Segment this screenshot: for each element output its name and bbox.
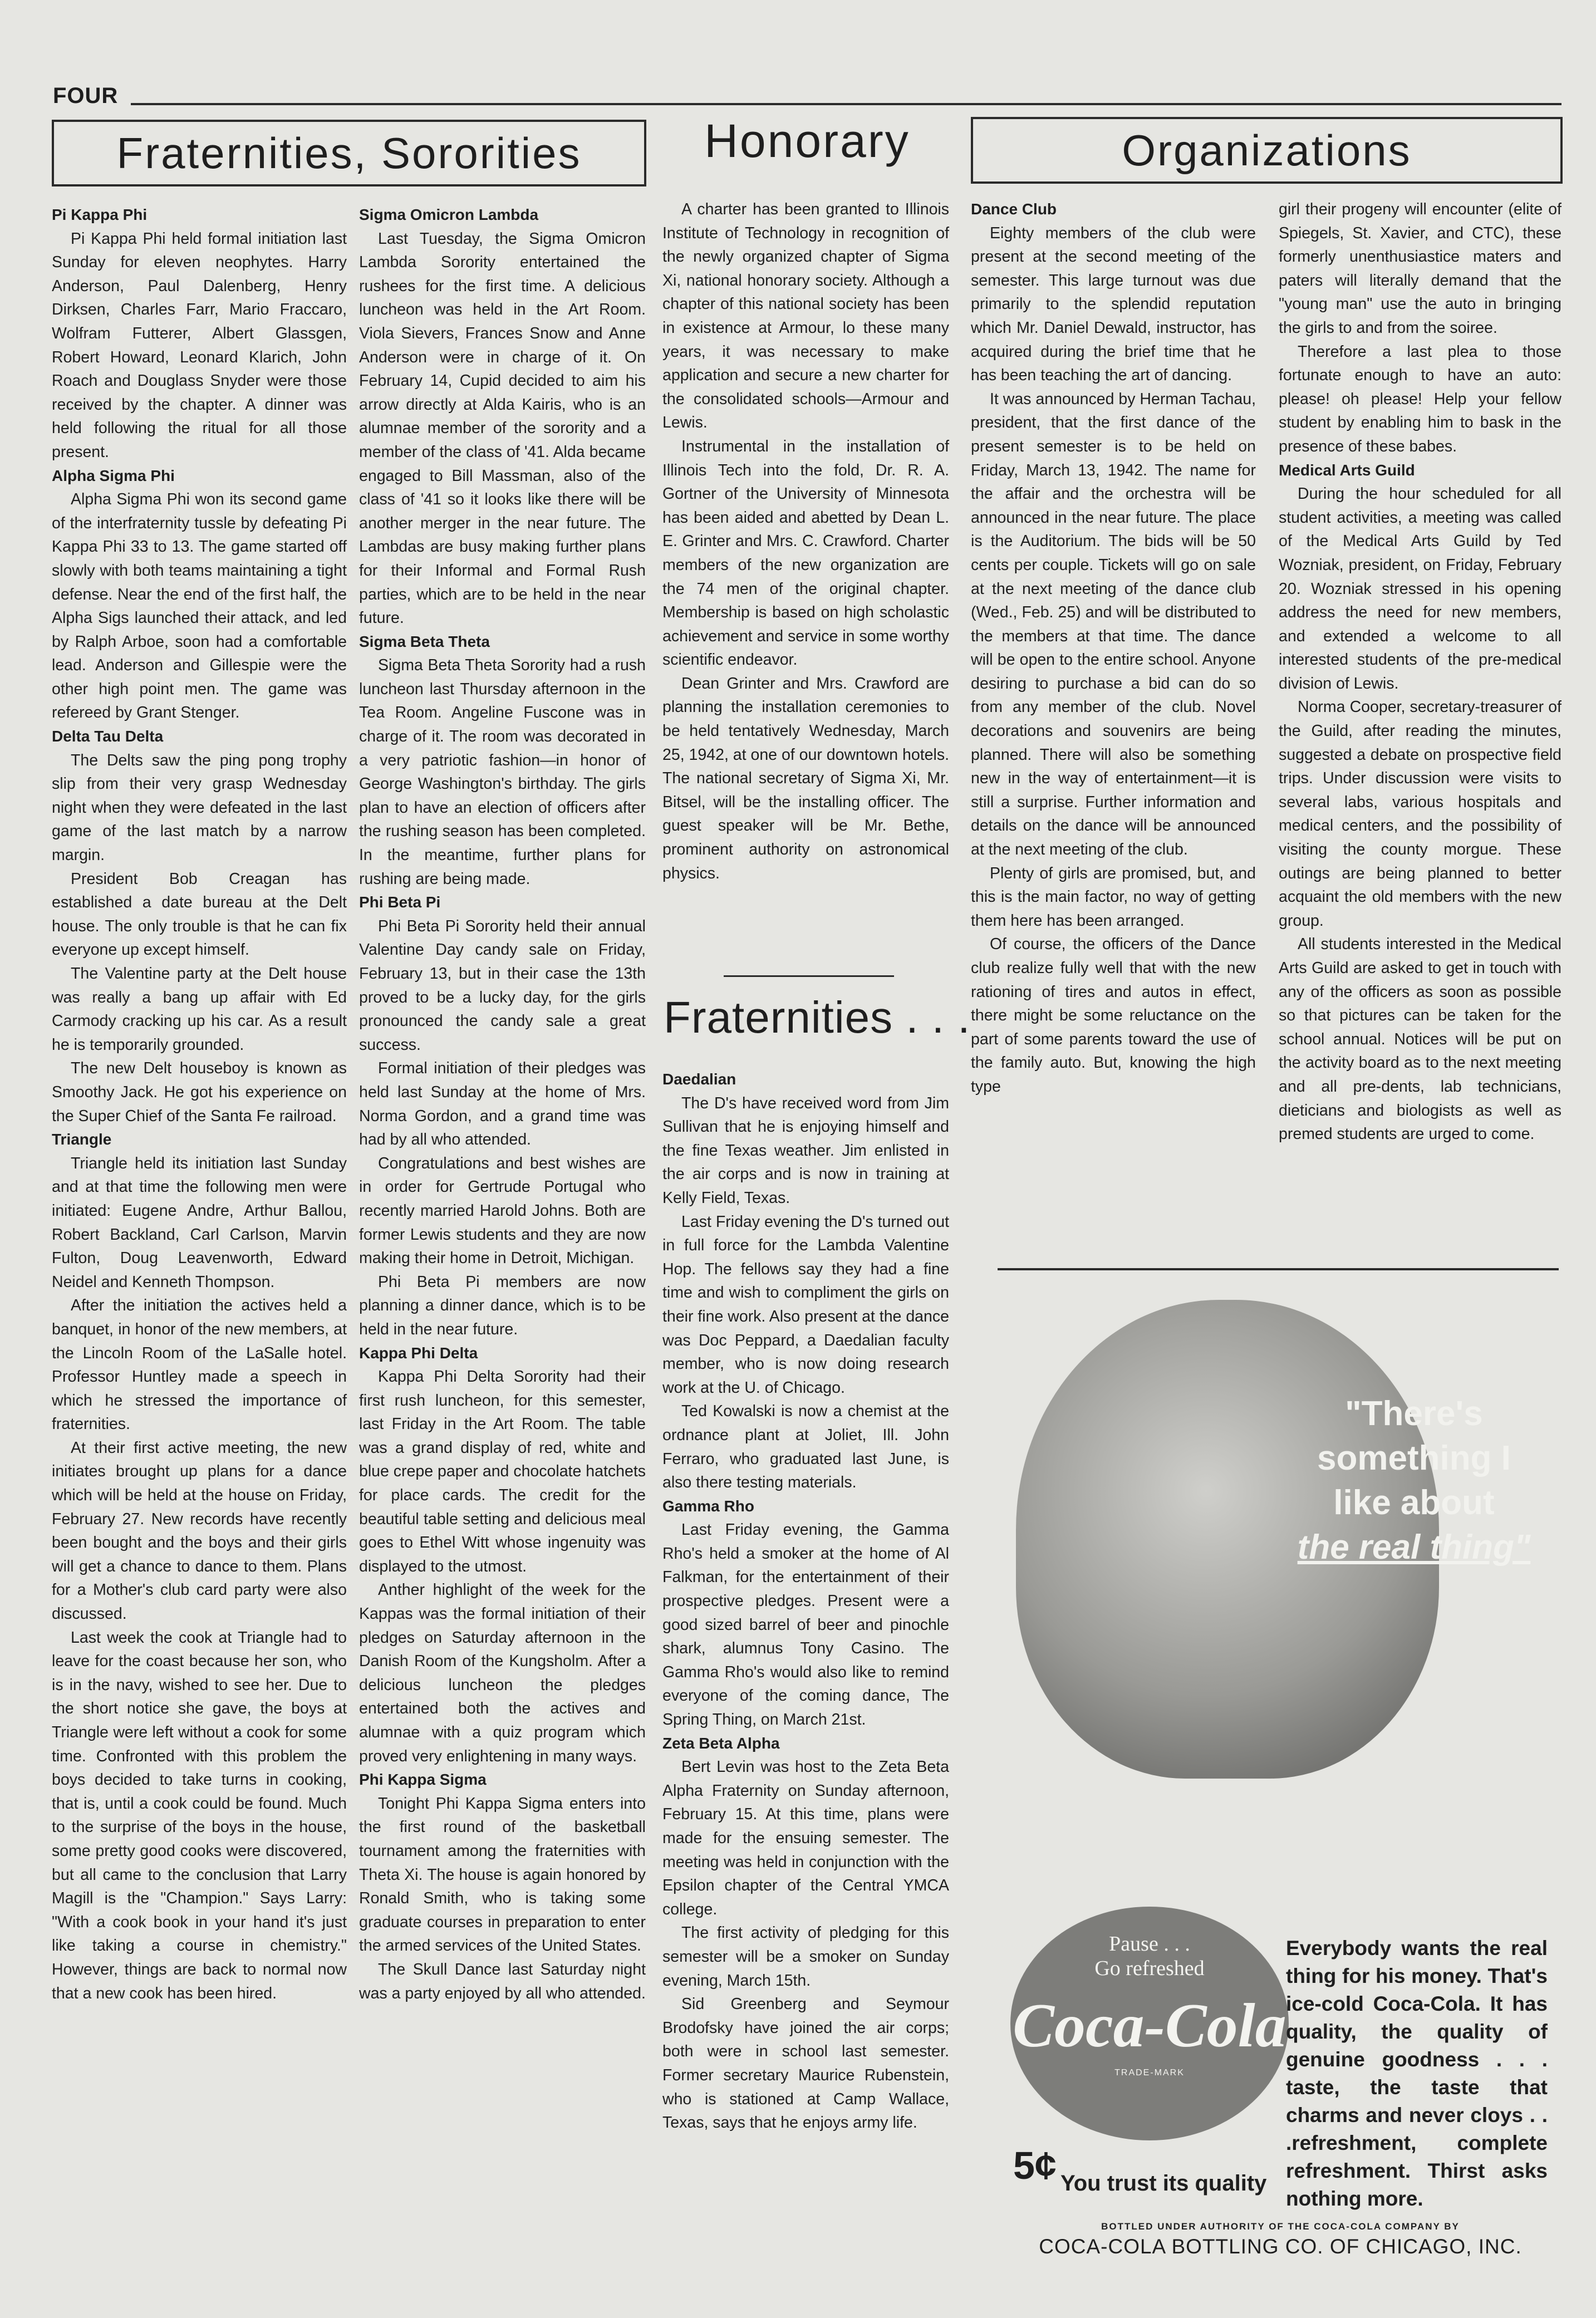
article-paragraph: Last Friday evening the D's turned out in full force for the Lambda Valentine Hop. The fellows say they had a fine time and wish to compliment the girls on their fine work. Also present at the dance was Doc Peppard, a Daedalian faculty member, who is now doing research work at the U. of Chicago. <box>662 1212 949 1397</box>
article-paragraph: Kappa Phi Delta Sorority had their first rush luncheon, for this semester, last Friday in the Art Room. The table was a grand display of red, white and blue crepe paper and chocolate hatchets for place cards. The credit for the beautiful table setting and delicious meal goes to Ethel Witt whose ingenuity was displayed to the utmost. <box>359 1368 646 1575</box>
article <box>662 1068 949 1495</box>
ad-quote-line2: the real thing" <box>1297 1528 1531 1566</box>
article <box>662 1732 949 2135</box>
article-paragraph: The Valentine party at the Delt house was really a bang up affair with Ed Carmody cracking up his car. As a result he is temporarily grounded. <box>52 965 347 1054</box>
article-paragraph: Pi Kappa Phi held formal initiation last Sunday for eleven neophytes. Harry Anderson, Paul Dalenberg, Henry Dirksen, Charles Farr, Mario Fraccaro, Wolfram Futterer, Albert Glassgen, Robert Howard, Leonard Klarich, John Roach and Douglass Snyder were those received by the chapter. A dinner was held following the ritual for all those present. <box>52 229 347 461</box>
column-3-honorary <box>662 198 949 885</box>
article-paragraph: During the hour scheduled for all student activities, a meeting was called of the Medical Arts Guild by Ted Wozniak, president, on Friday, February 20. Wozniak stressed in his opening address the need for new members, and extended a welcome to all interested students of the pre-medical division of Lewis. <box>1279 485 1561 693</box>
ad-trademark: TRADE-MARK <box>1114 2068 1185 2078</box>
article <box>662 1495 949 1732</box>
column-5 <box>1279 198 1561 1146</box>
section-header-honorary: Honorary <box>704 115 910 167</box>
ad-go-refreshed: Go refreshed <box>1094 1957 1205 1980</box>
article-paragraph: The D's have received word from Jim Sullivan that he is enjoying himself and the fine Texas weather. Jim enlisted in the air corps and is now in training at Kelly Field, Texas. <box>662 1094 949 1207</box>
article-paragraph: Last Tuesday, the Sigma Omicron Lambda Sorority entertained the rushees for the first time. A delicious luncheon was held in the Art Room. Viola Sievers, Frances Snow and Anne Anderson were in charge of it. On February 14, Cupid decided to aim his arrow directly at Alda Kairis, who is an alumnae member of the sorority and a member of the class of '41. Alda became engaged to Bill Massman, also of the class of '41 so it looks like there will be another merger in the near future. The Lambdas are busy making further plans for their Informal and Formal Rush parties, which are to be held in the near future. <box>359 229 646 627</box>
section-header-fraternities: Fraternities . . . <box>664 993 971 1042</box>
article-paragraph: The Skull Dance last Saturday night was a party enjoyed by all who attended. <box>359 1960 646 2002</box>
ad-quote <box>1297 1392 1531 1570</box>
coca-cola-advertisement <box>999 1275 1561 2271</box>
article-title: Triangle <box>52 1131 112 1148</box>
article-paragraph: Sigma Beta Theta Sorority had a rush luncheon last Thursday afternoon in the Tea Room. Angeline Fuscone was in charge of it. The room was decorated in a very patriotic fashion—in honor of George Washington's birthday. The girls plan to have an election of officers after the rushing season has been completed. In the meantime, further plans for rushing are being made. <box>359 656 646 888</box>
column-4 <box>971 198 1256 1099</box>
column-3-fraternities <box>662 1068 949 2135</box>
article-paragraph: girl their progeny will encounter (elite of Spiegels, St. Xavier, and CTC), these formerly unenthusiastice maters and paters will literally demand that the "young man" use the auto in bringing the girls to and from the soiree. <box>1279 200 1561 337</box>
article-paragraph: Phi Beta Pi Sorority held their annual Valentine Day candy sale on Friday, February 13, but in their case the 13th proved to be a lucky day, for the girls pronounced the candy sale a great success. <box>359 917 646 1054</box>
article <box>52 1128 347 2005</box>
ad-quote-line1: "There's something I like about <box>1317 1394 1511 1522</box>
article-paragraph: Alpha Sigma Phi won its second game of the interfraternity tussle by defeating Pi Kappa Phi 33 to 13. The game started off slowly with both teams maintaining a tight defense. Near the end of the first half, the Alpha Sigs launched their attack, and led by Ralph Arboe, soon had a comfortable lead. Anderson and Gillespie were the other high point men. The game was refereed by Grant Stenger. <box>52 490 347 722</box>
article <box>662 198 949 885</box>
article-paragraph: Anther highlight of the week for the Kappas was the formal initiation of their pledges on Saturday afternoon in the Danish Room of the Kungsholm. After a delicious luncheon the pledges entertained both the actives and alumnae with a quiz program which proved very enlightening in many ways. <box>359 1581 646 1765</box>
article-paragraph: Sid Greenberg and Seymour Brodofsky have joined the air corps; both were in school last semester. Former secretary Maurice Rubenstein, who is stationed at Camp Wallace, Texas, says that he enjoys army life. <box>662 1995 949 2132</box>
article-paragraph: A charter has been granted to Illinois Institute of Technology in recognition of the newly organized chapter of Sigma Xi, national honorary society. Although a chapter of this national society has been in existence at Armour, lo these many years, it was necessary to make application and secure a new charter for the consolidated schools—Armour and Lewis. <box>662 200 949 432</box>
article-paragraph: Therefore a last plea to those fortunate enough to have an auto: please! oh please! Help your fellow student by enabling him to bask in the presence of these babes. <box>1279 342 1561 455</box>
ad-pause-text: Pause . . . <box>1109 1932 1190 1956</box>
article-paragraph: It was announced by Herman Tachau, president, that the first dance of the present semester is to be held on Friday, March 13, 1942. The name for the affair and the orchestra will be announced in the near future. The place is the Auditorium. The bids will be 50 cents per couple. Tickets will go on sale at the next meeting of the dance club (Wed., Feb. 25) and will be distributed to the members at that time. The dance will be open to the entire school. Anyone desiring to purchase a bid can do so from any member of the club. Novel decorations and souvenirs are being planned. There will also be something new in the way of entertainment—it is still a surprise. Further information and details on the dance will be announced at the next meeting of the club. <box>971 390 1256 859</box>
article-title: Zeta Beta Alpha <box>662 1734 780 1752</box>
article <box>359 1342 646 1769</box>
article-paragraph: Instrumental in the installation of Illinois Tech into the fold, Dr. R. A. Gortner of the University of Minnesota has been aided and abetted by Dean L. E. Grinter and Mrs. C. Crawford. Charter members of the new organization are the 74 men of the original chapter. Membership is based on high scholastic achievement and service in some worthy scientific endeavor. <box>662 437 949 669</box>
page-number: FOUR <box>53 84 119 108</box>
section-divider <box>724 975 894 977</box>
article-paragraph: Triangle held its initiation last Sunday and at that time the following men were initiated: Eugene Andre, Arthur Ballou, Robert Backland, Carl Carlson, Marvin Fulton, Doug Leavenworth, Edward Neidel and Kenneth Thompson. <box>52 1154 347 1291</box>
section-header-organizations: Organizations <box>971 117 1563 184</box>
article-paragraph: Ted Kowalski is now a chemist at the ordnance plant at Joliet, Ill. John Ferraro, who graduated last June, is also there testing materials. <box>662 1402 949 1492</box>
ad-logo: Coca-Cola <box>1013 1991 1286 2060</box>
article-paragraph: Last week the cook at Triangle had to leave for the coast because her son, who is in the navy, wished to see her. Due to the short notice she gave, the boys at Triangle were left without a cook for some time. Confronted with this problem the boys decided to take turns in cooking, that is, until a cook could be found. Much to the surprise of the boys in the house, some pretty good cooks were discovered, but all came to the conclusion that Larry Magill is the "Champion." Says Larry: "With a cook book in your hand it's just like taking a course in chemistry." However, things are back to normal now that a new cook has been hired. <box>52 1628 347 2002</box>
article-title: Alpha Sigma Phi <box>52 466 175 484</box>
article-title: Sigma Beta Theta <box>359 632 490 650</box>
ad-trust: You trust its quality <box>1060 2171 1267 2196</box>
article-title: Medical Arts Guild <box>1279 461 1415 479</box>
column-2 <box>359 203 646 2005</box>
article-paragraph: Congratulations and best wishes are in order for Gertrude Portugal who recently married Harold Johns. Both are former Lewis students and they are now making their home in Detroit, Michigan. <box>359 1154 646 1268</box>
article-paragraph: Formal initiation of their pledges was held last Sunday at the home of Mrs. Norma Gordon, and a grand time was had by all who attended. <box>359 1059 646 1149</box>
article <box>52 725 347 1128</box>
article-paragraph: The new Delt houseboy is known as Smoothy Jack. He got his experience on the Super Chief of the Santa Fe railroad. <box>52 1059 347 1125</box>
article-paragraph: President Bob Creagan has established a date bureau at the Delt house. The only trouble is that he can fix everyone up except himself. <box>52 870 347 959</box>
ad-company: COCA-COLA BOTTLING CO. OF CHICAGO, INC. <box>1039 2235 1522 2258</box>
article-title: Sigma Omicron Lambda <box>359 206 539 223</box>
article-paragraph: Bert Levin was host to the Zeta Beta Alpha Fraternity on Sunday afternoon, February 15. At this time, plans were made for the ensuing semester. The meeting was held in conjunction with the Epsilon chapter of the Central YMCA college. <box>662 1758 949 1918</box>
article-paragraph: Plenty of girls are promised, but, and this is the main factor, no way of getting them here has been arranged. <box>971 864 1256 930</box>
article-paragraph: Tonight Phi Kappa Sigma enters into the first round of the basketball tournament among the fraternities with Theta Xi. The house is again honored by Ronald Smith, who is taking some graduate courses in preparation to enter the armed services of the United States. <box>359 1794 646 1955</box>
article-paragraph: Of course, the officers of the Dance club realize fully well that with the new rationing of tires and autos in effect, there might be some reluctance on the part of some parents toward the use of the family auto. But, knowing the high type <box>971 935 1256 1096</box>
article-title: Phi Beta Pi <box>359 893 441 911</box>
ad-pause <box>1010 1932 1289 1981</box>
article <box>359 1768 646 2005</box>
section-header-fraternities-sororities: Fraternities, Sororities <box>52 120 646 186</box>
article-title: Dance Club <box>971 200 1057 218</box>
ad-rule <box>998 1268 1559 1270</box>
article-paragraph: Last Friday evening, the Gamma Rho's held a smoker at the home of Al Falkman, for the entertainment of their prospective pledges. Present were a good sized barrel of beer and pinochle shark, alumnus Tony Casino. The Gamma Rho's would also like to remind everyone of the coming dance, The Spring Thing, on March 21st. <box>662 1521 949 1729</box>
article <box>1279 459 1561 1146</box>
article <box>52 203 347 464</box>
article <box>359 891 646 1341</box>
article <box>359 203 646 630</box>
article-paragraph: Norma Cooper, secretary-treasurer of the Guild, after reading the minutes, suggested a debate on prospective field trips. Under discussion were visits to several labs, various hospitals and medical centers, and the possibility of visiting the county morgue. These outings are being planned to better acquaint the old members with the new group. <box>1279 698 1561 930</box>
article-title: Gamma Rho <box>662 1497 754 1515</box>
article-title: Delta Tau Delta <box>52 728 164 745</box>
article-title: Phi Kappa Sigma <box>359 1771 487 1789</box>
article <box>52 464 347 725</box>
article-paragraph: After the initiation the actives held a banquet, in honor of the new members, at the Lincoln Room of the LaSalle hotel. Professor Huntley made a speech in which he stressed the importance of fraternities. <box>52 1296 347 1433</box>
ad-price: 5¢ <box>1013 2144 1057 2187</box>
article-paragraph: Phi Beta Pi members are now planning a dinner dance, which is to be held in the near future. <box>359 1273 646 1338</box>
article-paragraph: The Delts saw the ping pong trophy slip from their very grasp Wednesday night when they were defeated in the last game of the last match by a narrow margin. <box>52 751 347 865</box>
article-title: Daedalian <box>662 1070 736 1088</box>
article-paragraph: The first activity of pledging for this semester will be a smoker on Sunday evening, March 15th. <box>662 1924 949 1990</box>
article-paragraph: Eighty members of the club were present at the second meeting of the semester. This large turnout was due primarily to the splendid reputation which Mr. Daniel Dewald, instructor, has acquired during the brief time that he has been teaching the art of dancing. <box>971 224 1256 385</box>
header-rule <box>131 103 1561 105</box>
article <box>1279 198 1561 459</box>
ad-bottled: BOTTLED UNDER AUTHORITY OF THE COCA-COLA COMPANY BY <box>1101 2221 1460 2232</box>
article-paragraph: Dean Grinter and Mrs. Crawford are planning the installation ceremonies to be held tentatively Wednesday, March 25, 1942, at one of our downtown hotels. The national secretary of Sigma Xi, Mr. Bitsel, will be the installing officer. The guest speaker will be Mr. Bethe, prominent authority on astronomical physics. <box>662 674 949 882</box>
article-paragraph: At their first active meeting, the new initiates brought up plans for a dance which will be held at the house on Friday, February 27. New records have recently been bought and the boys and their girls will get a chance to dance to them. Plans for a Mother's club card party were also discussed. <box>52 1438 347 1623</box>
article-title: Pi Kappa Phi <box>52 206 148 223</box>
article-title: Kappa Phi Delta <box>359 1344 478 1362</box>
coca-cola-disk-logo <box>1010 1907 1289 2140</box>
article <box>359 630 646 891</box>
article <box>971 198 1256 1099</box>
ad-copy: Everybody wants the real thing for his money. That's ice-cold Coca-Cola. It has quality, the quality of genuine goodness . . . taste, the taste that charms and never cloys . . .refreshment, complete refreshment. Thirst asks nothing more. <box>1286 1937 1548 2210</box>
column-1 <box>52 203 347 2005</box>
article-paragraph: All students interested in the Medical Arts Guild are asked to get in touch with any of the officers as soon as possible so that pictures can be taken for the school annual. Notices will be put on the activity board as to the next meeting and all pre-dents, lab technicians, dieticians and biologists as well as premed students are urged to come. <box>1279 935 1561 1143</box>
